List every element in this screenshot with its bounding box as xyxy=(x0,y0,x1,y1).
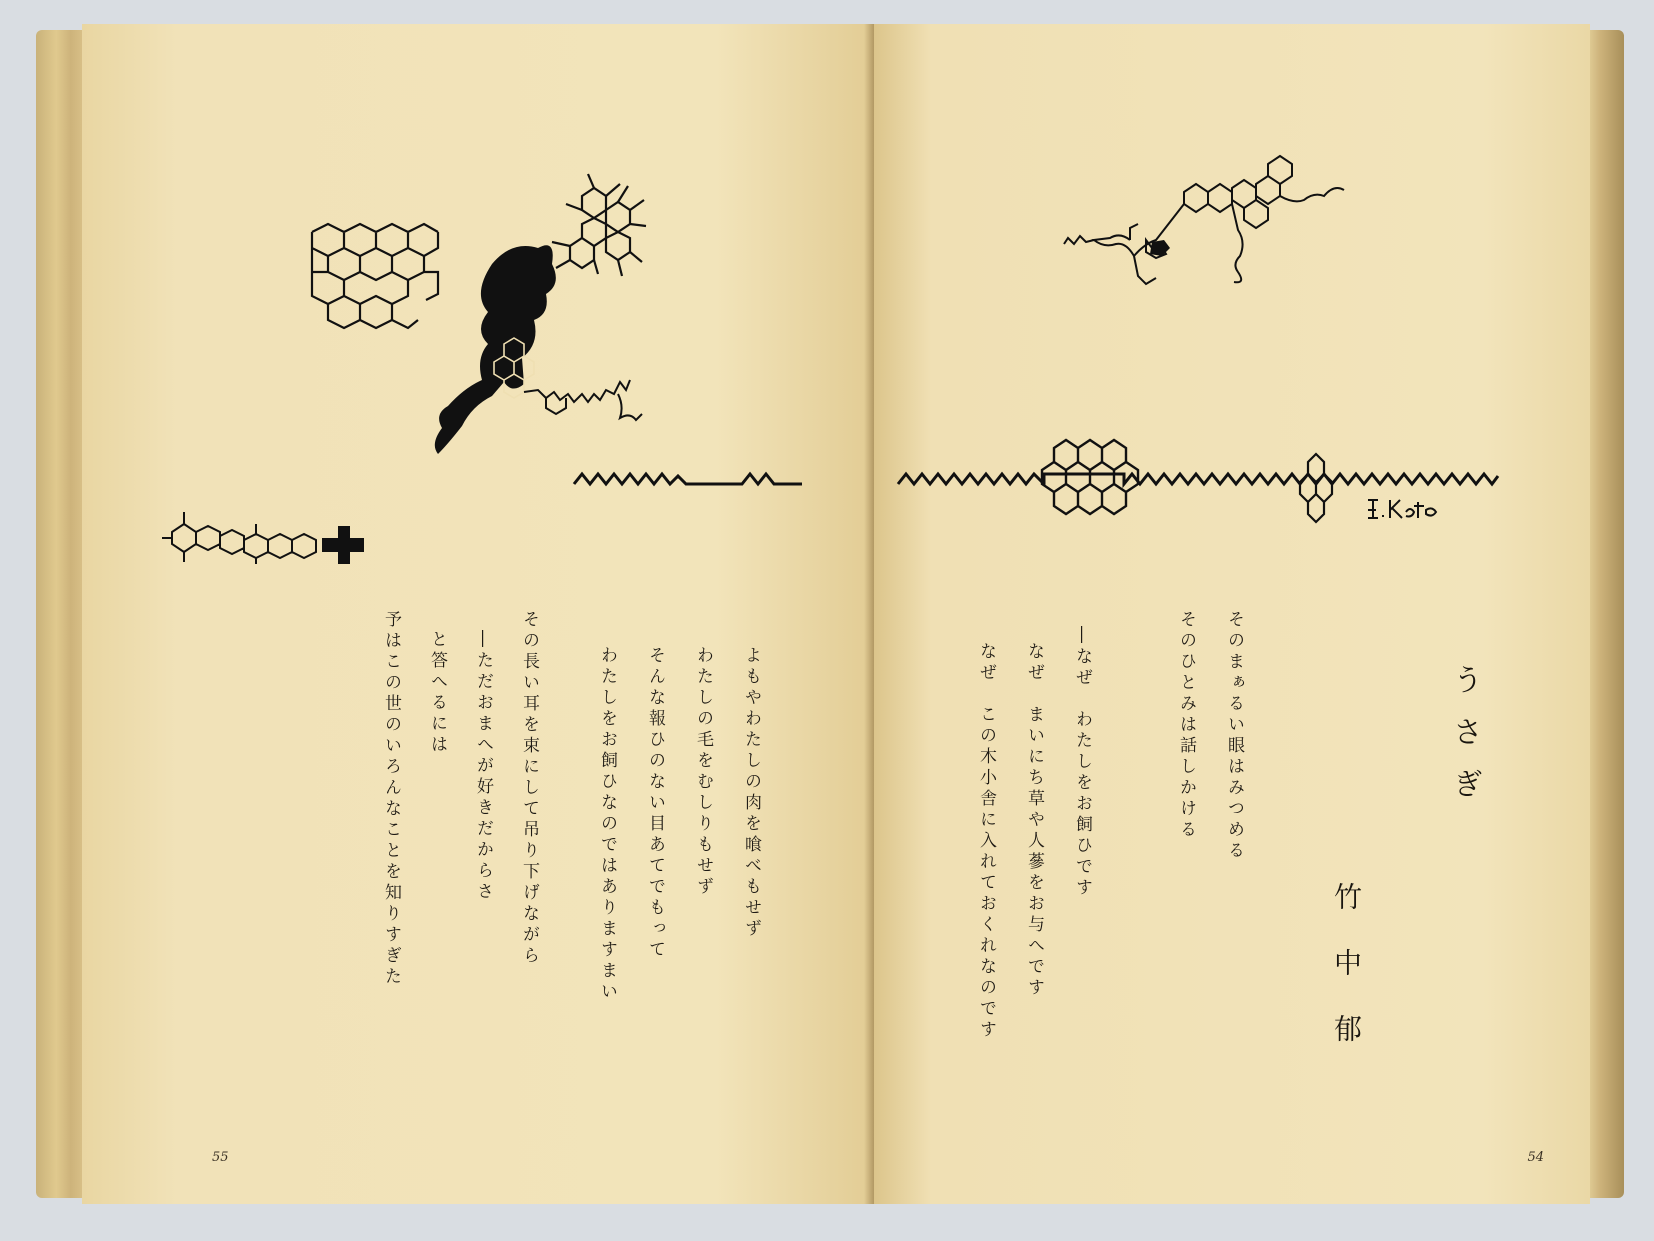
poem-line-r1: そのまぁるい眼はみつめる xyxy=(1224,610,1244,862)
illustrator-signature xyxy=(1362,492,1442,526)
poem-line-4: わたしをお飼ひなのではありますまい xyxy=(597,646,617,1003)
poem-line-5: その長い耳を束にして吊り下げながら xyxy=(519,610,539,967)
poem-line-6: ―ただおまへが好きだからさ xyxy=(473,630,493,903)
right-page xyxy=(874,24,1590,1204)
poem-line-3: そんな報ひのない目あてでもって xyxy=(645,646,665,961)
rabbit-honeycomb-illustration xyxy=(894,144,1534,524)
poem-title: うさぎ xyxy=(1447,664,1482,820)
poem-line-1: よもやわたしの肉を喰べもせず xyxy=(741,646,761,940)
open-book xyxy=(36,18,1624,1208)
poem-line-8: 予はこの世のいろんなことを知りすぎた xyxy=(381,610,401,988)
poem-line-r2: そのひとみは話しかける xyxy=(1176,610,1196,841)
page-number-left: 55 xyxy=(212,1150,229,1165)
book-edge-right xyxy=(1584,30,1624,1198)
page-number-right: 54 xyxy=(1527,1150,1544,1165)
poem-line-r4: なぜ まいにち草や人蔘をお与へです xyxy=(1024,642,1044,999)
poem-line-r5: なぜ この木小舎に入れておくれなのです xyxy=(976,642,996,1041)
left-page xyxy=(82,24,874,1204)
honeycomb-illustration xyxy=(142,144,842,564)
poem-line-2: わたしの毛をむしりもせず xyxy=(693,646,713,898)
poem-author: 竹中郁 xyxy=(1330,882,1363,1080)
poem-line-r3: ―なぜ わたしをお飼ひです xyxy=(1072,626,1092,899)
poem-line-7: と答へるには xyxy=(427,630,447,756)
